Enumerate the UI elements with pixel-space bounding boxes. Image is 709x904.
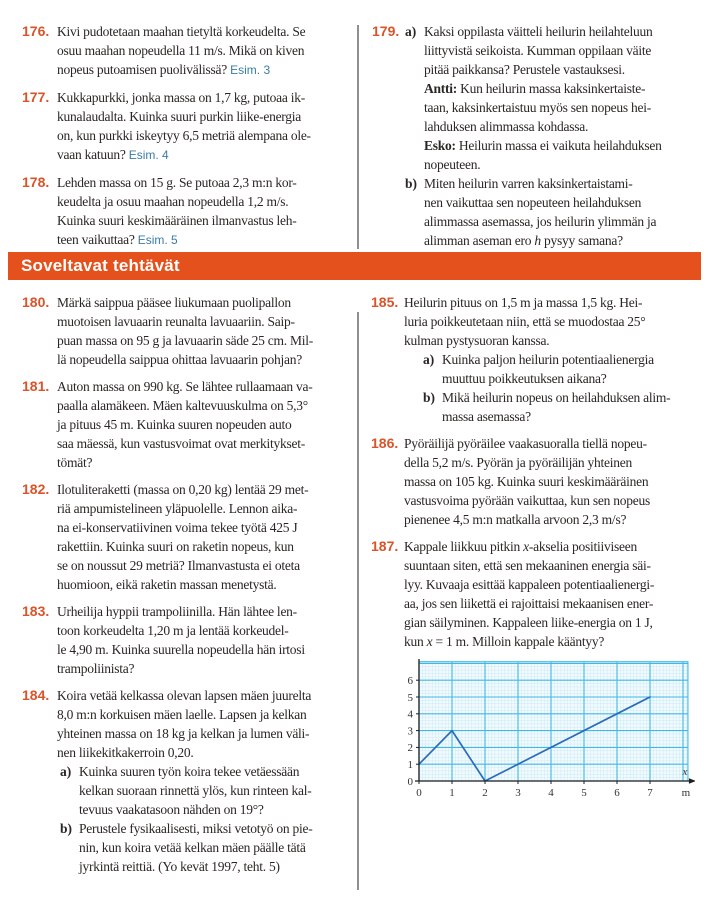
problem-number: 186. bbox=[371, 435, 399, 451]
text-segment: osuu maahan nopeudella 11 m/s. Mikä on kiven bbox=[57, 43, 305, 58]
text-line bbox=[57, 396, 357, 415]
text-line bbox=[57, 126, 357, 145]
text-segment: Auton massa on 990 kg. Se lähtee rullaamaan va- bbox=[57, 379, 313, 394]
text-segment: luria poikkeutetaan niin, että se muodostaa 25° bbox=[404, 314, 646, 329]
text-segment: Kuinka paljon heilurin potentiaalienergia bbox=[442, 352, 654, 367]
text-line bbox=[57, 556, 357, 575]
y-tick-label: 2 bbox=[407, 742, 413, 755]
text-segment: Antti: bbox=[424, 81, 457, 96]
text-segment: suuntaan siten, että sen mekaaninen energia säi- bbox=[404, 558, 651, 573]
problem-176 bbox=[22, 22, 357, 80]
text-segment: lyy. Kuvaaja esittää kappaleen potentiaalienergi- bbox=[404, 577, 655, 592]
ep-x-chart bbox=[393, 659, 709, 814]
problem-number: 180. bbox=[22, 294, 50, 310]
y-tick-label: 4 bbox=[407, 708, 413, 721]
text-line bbox=[404, 453, 709, 472]
text-line bbox=[79, 838, 357, 857]
problem-body bbox=[57, 88, 357, 165]
text-segment: nen liikekitkakerroin 0,20. bbox=[57, 745, 194, 760]
text-segment: muotoisen lavuaarin reunalta lavuaariin. Saip- bbox=[57, 314, 295, 329]
text-line bbox=[57, 640, 357, 659]
text-segment: Esko: bbox=[424, 138, 456, 153]
text-segment: vastusvoima pyörään vaikuttaa, kun sen nopeus bbox=[404, 493, 650, 508]
text-segment: kelkan suoraan rinnettä ylös, kun rinteen kal- bbox=[79, 783, 312, 798]
text-segment: x bbox=[523, 539, 529, 554]
text-line bbox=[424, 60, 709, 79]
x-axis-arrow bbox=[689, 778, 695, 784]
problem-177 bbox=[22, 88, 357, 165]
text-line bbox=[57, 518, 357, 537]
text-segment: saa mäessä, kun vastusvoimat ovat merkitykset- bbox=[57, 436, 305, 451]
text-line bbox=[442, 407, 709, 426]
part-body bbox=[79, 762, 357, 819]
text-line bbox=[57, 499, 357, 518]
text-line bbox=[57, 686, 357, 705]
text-line bbox=[404, 510, 709, 529]
text-segment: taan, kaksinkertaistuu myös sen nopeus hei- bbox=[424, 100, 651, 115]
text-line bbox=[424, 136, 709, 155]
text-segment: riä ampumistelineen yläpuolelle. Lennon aika- bbox=[57, 501, 298, 516]
text-segment: liittyvistä seikoista. Kumman oppilaan väite bbox=[424, 43, 652, 58]
x-tick-label: 3 bbox=[515, 787, 521, 799]
problem-number: 176. bbox=[22, 23, 50, 39]
problem-183 bbox=[22, 602, 357, 678]
text-segment: pienenee 4,5 m:n matkalla arvoon 2,3 m/s? bbox=[404, 512, 627, 527]
part-label: a) bbox=[60, 764, 72, 779]
text-segment: aa, jos sen liikettä ei rajoittaisi mekaanisen ener- bbox=[404, 596, 654, 611]
x-axis-label: x bbox=[682, 766, 688, 778]
problem-number: 181. bbox=[22, 378, 50, 394]
text-segment: Urheilija hyppii trampoliinilla. Hän lähtee len- bbox=[57, 604, 297, 619]
problem-number: 182. bbox=[22, 481, 50, 497]
text-line bbox=[57, 415, 357, 434]
problem-body bbox=[57, 22, 357, 80]
ep-x-chart-svg bbox=[393, 659, 695, 809]
text-segment: Perustele fysikaalisesti, miksi vetotyö on pie- bbox=[79, 821, 313, 836]
text-line bbox=[57, 377, 357, 396]
text-line bbox=[424, 231, 709, 250]
section-banner bbox=[8, 252, 701, 280]
text-line bbox=[424, 98, 709, 117]
text-line bbox=[79, 819, 357, 838]
text-line bbox=[404, 594, 709, 613]
text-segment: della 5,2 m/s. Pyörän ja pyöräilijän yhteinen bbox=[404, 455, 632, 470]
text-line bbox=[57, 293, 357, 312]
text-line bbox=[79, 857, 357, 876]
text-segment: gian säilyminen. Kappaleen liike-energia on 1 J, bbox=[404, 615, 653, 630]
text-line bbox=[79, 762, 357, 781]
text-line bbox=[57, 602, 357, 621]
part-body bbox=[79, 819, 357, 876]
text-segment: toon korkeudelta 1,20 m ja lentää korkeudel- bbox=[57, 623, 289, 638]
text-segment: lahduksen alimmassa kohdassa. bbox=[424, 119, 589, 134]
text-segment: pitää paikkansa? Perustele vastauksesi. bbox=[424, 62, 625, 77]
text-segment: Kivi pudotetaan maahan tietyltä korkeudelta. Se bbox=[57, 24, 306, 39]
problem-number: 183. bbox=[22, 603, 50, 619]
text-segment: on, kun purkki iskeytyy 6,5 metriä alempana ole- bbox=[57, 128, 311, 143]
text-segment: tevuus vaakatasoon nähden on 19°? bbox=[79, 802, 264, 817]
part-label: a) bbox=[405, 24, 417, 39]
text-segment: Koira vetää kelkassa olevan lapsen mäen juurelta bbox=[57, 688, 312, 703]
problem-184 bbox=[22, 686, 357, 876]
part-body bbox=[442, 388, 709, 426]
text-segment: -akselia positiiviseen bbox=[528, 539, 637, 554]
problem-179 bbox=[372, 22, 709, 250]
bottom-section bbox=[0, 280, 709, 884]
text-segment: massa on 105 kg. Kuinka suuri keskimääräinen bbox=[404, 474, 649, 489]
text-line bbox=[57, 621, 357, 640]
text-line bbox=[404, 312, 709, 331]
text-segment: yhteinen massa on 18 kg ja kelkan ja lumen väli- bbox=[57, 726, 310, 741]
top-right-column bbox=[357, 22, 709, 252]
y-tick-label: 3 bbox=[407, 725, 413, 738]
text-line bbox=[57, 331, 357, 350]
text-line bbox=[57, 434, 357, 453]
text-segment: puan massa on 95 g ja lavuaarin säde 25 cm. Mil- bbox=[57, 333, 314, 348]
part-label: b) bbox=[423, 390, 436, 405]
problem-body bbox=[57, 686, 357, 876]
text-segment: paalla alamäkeen. Mäen kaltevuuskulma on 5,3° bbox=[57, 398, 308, 413]
problem-part bbox=[423, 388, 709, 426]
y-tick-label: 1 bbox=[407, 759, 413, 771]
text-segment: Kuinka suuri keskimääräinen ilmanvastus leh- bbox=[57, 213, 297, 228]
text-line bbox=[57, 312, 357, 331]
text-segment: Lehden massa on 15 g. Se putoaa 2,3 m:n kor- bbox=[57, 175, 297, 190]
x-tick-label: 6 bbox=[614, 787, 620, 799]
text-line bbox=[404, 434, 709, 453]
y-tick-label: 6 bbox=[407, 675, 413, 687]
text-line bbox=[57, 107, 357, 126]
text-line bbox=[57, 60, 357, 80]
text-line bbox=[57, 743, 357, 762]
text-segment: muuttuu poikkeutuksen aikana? bbox=[442, 371, 607, 386]
example-reference-link: Esim. 3 bbox=[230, 63, 271, 77]
text-line bbox=[404, 632, 709, 651]
text-segment: Heilurin pituus on 1,5 m ja massa 1,5 kg. Hei- bbox=[404, 295, 643, 310]
text-line bbox=[57, 659, 357, 678]
text-segment: trampoliinista? bbox=[57, 661, 135, 676]
text-segment: Kuinka suuren työn koira tekee vetäessään bbox=[79, 764, 300, 779]
problem-number: 179. bbox=[372, 23, 400, 39]
part-body bbox=[442, 350, 709, 388]
text-line bbox=[404, 491, 709, 510]
text-segment: tömät? bbox=[57, 455, 93, 470]
text-segment: kunalaudalta. Kuinka suuri purkin liike-energia bbox=[57, 109, 302, 124]
problem-181 bbox=[22, 377, 357, 472]
text-segment: h bbox=[534, 233, 541, 248]
y-tick-label: 0 bbox=[407, 775, 413, 788]
text-line bbox=[57, 211, 357, 230]
text-line bbox=[424, 155, 709, 174]
problem-body bbox=[57, 173, 357, 250]
part-label: a) bbox=[423, 352, 435, 367]
top-left-column bbox=[0, 22, 357, 252]
problem-number: 178. bbox=[22, 174, 50, 190]
x-unit-label: m bbox=[681, 787, 691, 799]
text-line bbox=[424, 79, 709, 98]
text-segment: nin, kun koira vetää kelkan mäen päälle tätä bbox=[79, 840, 306, 855]
problem-body bbox=[404, 434, 709, 529]
text-segment: le 4,90 m. Kuinka suurella nopeudella hän irtosi bbox=[57, 642, 305, 657]
text-segment: Mikä heilurin nopeus on heilahduksen alim- bbox=[442, 390, 671, 405]
text-line bbox=[57, 453, 357, 472]
text-segment: Miten heilurin varren kaksinkertaistami- bbox=[424, 176, 633, 191]
x-tick-label: 7 bbox=[647, 787, 653, 799]
top-section bbox=[0, 0, 709, 252]
text-segment: alimman aseman ero bbox=[424, 233, 535, 248]
text-line bbox=[57, 350, 357, 369]
problem-180 bbox=[22, 293, 357, 369]
text-segment: nopeus putoamisen puolivälissä? bbox=[57, 62, 231, 77]
text-segment: na ei-konservatiivinen voima tekee työtä 425 J bbox=[57, 520, 298, 535]
problem-body bbox=[405, 22, 709, 250]
text-line bbox=[404, 293, 709, 312]
text-segment: keudelta ja osuu maahan nopeudella 1,2 m/s. bbox=[57, 194, 289, 209]
y-tick-label: 5 bbox=[407, 691, 413, 704]
text-line bbox=[79, 781, 357, 800]
plot-background bbox=[419, 662, 688, 781]
text-line bbox=[442, 369, 709, 388]
text-line bbox=[57, 724, 357, 743]
text-segment: se on noussut 29 metriä? Ilmanvastusta ei oteta bbox=[57, 558, 300, 573]
text-segment: rakettiin. Kuinka suuri on raketin nopeus, kun bbox=[57, 539, 294, 554]
text-segment: nopeuteen. bbox=[424, 157, 481, 172]
text-segment: = 1 m. Milloin kappale kääntyy? bbox=[432, 634, 605, 649]
problem-number: 184. bbox=[22, 687, 50, 703]
text-line bbox=[57, 41, 357, 60]
text-line bbox=[57, 192, 357, 211]
text-line bbox=[424, 41, 709, 60]
problem-187 bbox=[371, 537, 709, 651]
text-line bbox=[424, 174, 709, 193]
bottom-right-problems bbox=[371, 293, 709, 651]
text-segment: jyrkintä reittiä. (Yo kevät 1997, teht. 5) bbox=[79, 859, 280, 874]
bottom-right-column bbox=[357, 293, 709, 884]
text-segment: Ilotuliteraketti (massa on 0,20 kg) lentää 29 met- bbox=[57, 482, 309, 497]
part-body bbox=[424, 22, 709, 174]
text-line bbox=[57, 480, 357, 499]
text-segment: massa asemassa? bbox=[442, 409, 531, 424]
problem-body bbox=[57, 602, 357, 678]
text-segment: Kappale liikkuu pitkin bbox=[404, 539, 524, 554]
text-line bbox=[404, 613, 709, 632]
text-line bbox=[57, 173, 357, 192]
text-line bbox=[424, 22, 709, 41]
problem-part bbox=[60, 762, 357, 819]
x-tick-label: 5 bbox=[581, 787, 587, 799]
text-line bbox=[424, 117, 709, 136]
text-segment: kun bbox=[404, 634, 427, 649]
problem-part bbox=[60, 819, 357, 876]
example-reference-link: Esim. 5 bbox=[137, 233, 178, 247]
text-line bbox=[79, 800, 357, 819]
text-line bbox=[404, 556, 709, 575]
x-tick-label: 1 bbox=[449, 787, 455, 799]
text-segment: vaan katuun? bbox=[57, 147, 129, 162]
problem-185 bbox=[371, 293, 709, 426]
problem-number: 187. bbox=[371, 538, 399, 554]
text-segment: teen vaikuttaa? bbox=[57, 232, 138, 247]
problem-186 bbox=[371, 434, 709, 529]
text-segment: Kaksi oppilasta väitteli heilurin heilahteluun bbox=[424, 24, 653, 39]
text-line bbox=[404, 575, 709, 594]
text-line bbox=[424, 193, 709, 212]
problem-body bbox=[57, 377, 357, 472]
text-segment: Heilurin massa ei vaikuta heilahduksen bbox=[455, 138, 662, 153]
text-segment: pysyy samana? bbox=[540, 233, 623, 248]
part-label: b) bbox=[60, 821, 73, 836]
text-segment: x bbox=[426, 634, 433, 649]
problem-part bbox=[405, 174, 709, 250]
text-segment: huomioon, eikä raketin massan menetystä. bbox=[57, 577, 277, 592]
text-line bbox=[57, 537, 357, 556]
text-line bbox=[424, 212, 709, 231]
example-reference-link: Esim. 4 bbox=[128, 148, 169, 162]
text-segment: Märkä saippua pääsee liukumaan puolipallon bbox=[57, 295, 291, 310]
x-tick-label: 4 bbox=[548, 787, 554, 799]
text-line bbox=[57, 230, 357, 250]
text-segment: 8,0 m:n korkuisen mäen laelle. Lapsen ja kelkan bbox=[57, 707, 307, 722]
text-segment: kulman pystysuoran kanssa. bbox=[404, 333, 550, 348]
text-segment: Kukkapurkki, jonka massa on 1,7 kg, putoaa ik- bbox=[57, 90, 305, 105]
problem-number: 177. bbox=[22, 89, 50, 105]
section-banner-title: Soveltavat tehtävät bbox=[21, 256, 180, 275]
text-segment: alimmassa asemassa, jos heilurin ylimmän ja bbox=[424, 214, 657, 229]
text-segment: lä nopeudella saippua ohittaa lavuaarin pohjan? bbox=[57, 352, 303, 367]
text-line bbox=[57, 88, 357, 107]
problem-body bbox=[404, 293, 709, 426]
text-line bbox=[404, 537, 709, 556]
text-segment: Kun heilurin massa kaksinkertaiste- bbox=[457, 81, 646, 96]
text-line bbox=[57, 575, 357, 594]
problem-178 bbox=[22, 173, 357, 250]
x-tick-label: 2 bbox=[482, 787, 488, 799]
problem-number: 185. bbox=[371, 294, 399, 310]
part-label: b) bbox=[405, 176, 418, 191]
text-segment: Pyöräilijä pyöräilee vaakasuoralla tiellä nopeu- bbox=[404, 436, 647, 451]
text-line bbox=[442, 350, 709, 369]
text-line bbox=[57, 145, 357, 165]
problem-part bbox=[423, 350, 709, 388]
text-line bbox=[57, 705, 357, 724]
column-divider-top bbox=[357, 25, 359, 249]
x-tick-label: 0 bbox=[416, 787, 422, 799]
text-line bbox=[442, 388, 709, 407]
part-body bbox=[424, 174, 709, 250]
bottom-left-column bbox=[0, 293, 357, 884]
text-line bbox=[404, 331, 709, 350]
problem-body bbox=[57, 480, 357, 594]
text-segment: ja pituus 45 m. Kuinka suuren nopeuden auto bbox=[57, 417, 292, 432]
problem-body bbox=[57, 293, 357, 369]
text-line bbox=[57, 22, 357, 41]
column-divider-bottom bbox=[357, 312, 359, 890]
problem-182 bbox=[22, 480, 357, 594]
text-line bbox=[404, 472, 709, 491]
problem-body bbox=[404, 537, 709, 651]
problem-part bbox=[405, 22, 709, 174]
text-segment: nen vaikuttaa sen nopeuteen heilahduksen bbox=[424, 195, 642, 210]
